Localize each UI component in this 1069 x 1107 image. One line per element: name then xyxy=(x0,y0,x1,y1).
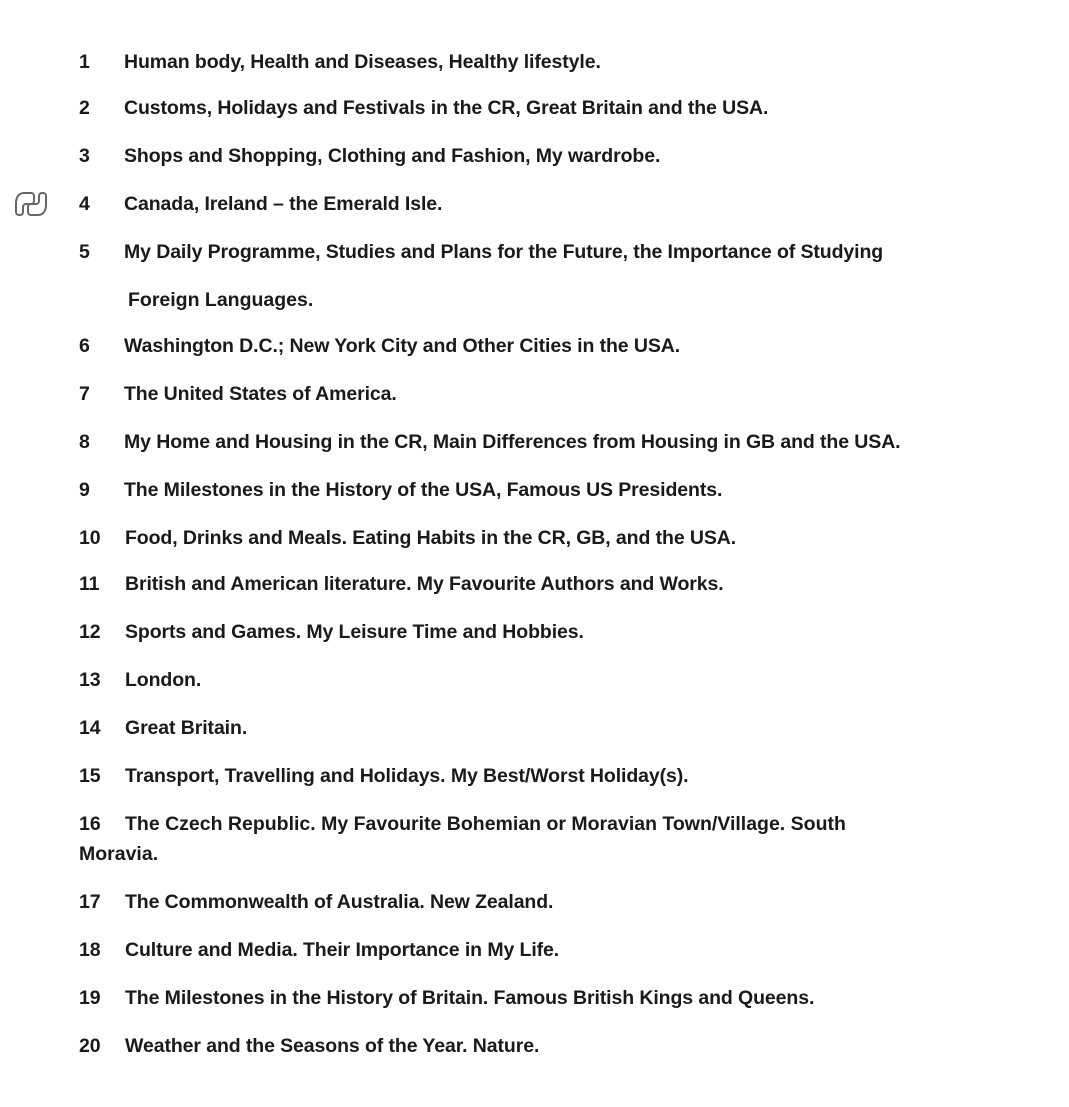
list-item xyxy=(79,1034,539,1058)
item-number: 4 xyxy=(79,193,90,215)
list-item xyxy=(79,668,201,692)
list-item xyxy=(79,809,846,869)
list-item xyxy=(79,144,660,168)
list-item xyxy=(79,938,559,962)
item-number: 1 xyxy=(79,51,90,73)
item-number: 13 xyxy=(79,669,101,691)
item-number: 8 xyxy=(79,431,90,453)
item-number: 20 xyxy=(79,1035,101,1057)
item-text: Transport, Travelling and Holidays. My Best/Worst Holiday(s). xyxy=(125,765,689,787)
list-item xyxy=(79,96,768,120)
item-number: 15 xyxy=(79,765,101,787)
item-number: 19 xyxy=(79,987,101,1009)
item-number: 17 xyxy=(79,891,101,913)
item-text: Sports and Games. My Leisure Time and Hobbies. xyxy=(125,621,584,643)
item-text: British and American literature. My Favourite Authors and Works. xyxy=(125,573,724,595)
list-item xyxy=(79,764,689,788)
item-number: 7 xyxy=(79,383,90,405)
item-number: 16 xyxy=(79,813,101,835)
list-item xyxy=(79,620,584,644)
item-text-continuation: Moravia. xyxy=(79,843,159,865)
item-text: Great Britain. xyxy=(125,717,248,739)
list-item xyxy=(79,572,724,596)
item-number: 11 xyxy=(79,573,100,595)
item-text: London. xyxy=(125,669,202,691)
item-text: The Milestones in the History of the USA, Famous US Presidents. xyxy=(124,479,723,501)
list-item xyxy=(79,478,722,502)
item-number: 6 xyxy=(79,335,90,357)
item-text: Culture and Media. Their Importance in My Life. xyxy=(125,939,560,961)
item-number: 18 xyxy=(79,939,101,961)
list-item xyxy=(79,430,901,454)
list-item xyxy=(79,240,883,264)
list-item xyxy=(79,334,680,358)
item-text: The Czech Republic. My Favourite Bohemian or Moravian Town/Village. South xyxy=(125,813,846,835)
item-number: 10 xyxy=(79,527,101,549)
item-text: Food, Drinks and Meals. Eating Habits in the CR, GB, and the USA. xyxy=(125,527,737,549)
item-number: 3 xyxy=(79,145,90,167)
item-number: 12 xyxy=(79,621,101,643)
list-item xyxy=(79,526,736,550)
item-text: Shops and Shopping, Clothing and Fashion, My wardrobe. xyxy=(124,145,661,167)
item-number: 14 xyxy=(79,717,101,739)
item-number: 9 xyxy=(79,479,90,501)
item-number: 5 xyxy=(79,241,90,263)
item-text: Weather and the Seasons of the Year. Nature. xyxy=(125,1035,540,1057)
list-item xyxy=(79,382,397,406)
list-item xyxy=(79,192,442,216)
item-text: Customs, Holidays and Festivals in the CR, Great Britain and the USA. xyxy=(124,97,769,119)
item-number: 2 xyxy=(79,97,90,119)
item-text: Human body, Health and Diseases, Healthy lifestyle. xyxy=(124,51,601,73)
item-text: Canada, Ireland – the Emerald Isle. xyxy=(124,193,443,215)
list-item xyxy=(79,986,814,1010)
copilot-icon[interactable] xyxy=(14,189,48,219)
item-text: The Commonwealth of Australia. New Zealand. xyxy=(125,891,554,913)
item-text: My Home and Housing in the CR, Main Differences from Housing in GB and the USA. xyxy=(124,431,901,453)
item-text: The Milestones in the History of Britain. Famous British Kings and Queens. xyxy=(125,987,815,1009)
list-item xyxy=(79,716,247,740)
list-item xyxy=(79,890,553,914)
item-text: My Daily Programme, Studies and Plans for the Future, the Importance of Studying xyxy=(124,241,884,263)
item-text: Washington D.C.; New York City and Other Cities in the USA. xyxy=(124,335,681,357)
item-text-continuation: Foreign Languages. xyxy=(128,289,314,311)
item-text: The United States of America. xyxy=(124,383,397,405)
list-item xyxy=(79,50,601,74)
